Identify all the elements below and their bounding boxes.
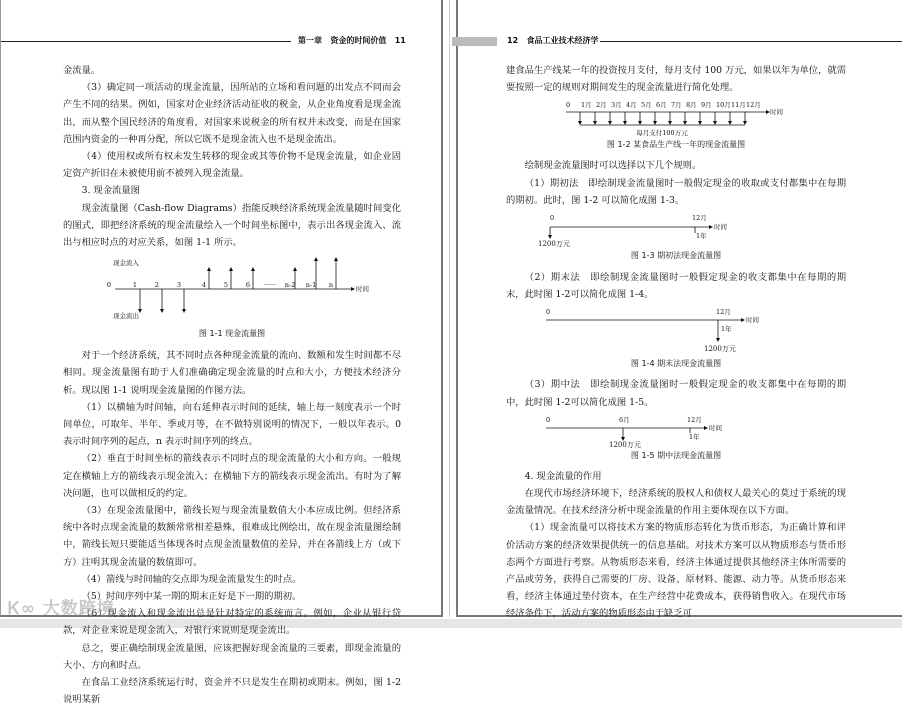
tick-label: 8月 <box>686 101 697 110</box>
running-header <box>507 35 599 47</box>
tick-label: 1 <box>132 281 138 290</box>
tick-label: 12月 <box>746 101 761 110</box>
chapter-label: 第一章 <box>298 36 322 45</box>
outflow-label: 现金流出 <box>113 312 139 321</box>
tick-label: n <box>328 281 334 290</box>
tick-label: 2月 <box>596 101 607 110</box>
paragraph: 对于一个经济系统，其不同时点各种现金流量的流向、数额和发生时间都不尽相同。现金流量图有助于人们准确确定现金流量的时点和大小，方便技术经济分析。现以图 1-1 说明现金流量图的作图方法。 <box>63 350 401 396</box>
mid-period-diagram <box>506 411 846 449</box>
tick-label: 12月 <box>692 214 707 223</box>
figure-caption: 图 1-2 某食品生产线一年的现金流量图 <box>606 140 746 150</box>
paragraph: （5）时间序列中某一期的期末正好是下一期的期初。 <box>81 591 302 603</box>
axis-label: 时间 <box>770 108 783 117</box>
tick-label: 0 <box>546 308 551 317</box>
tick-label: 0 <box>546 415 551 424</box>
tick-label: 1月 <box>581 101 592 110</box>
header-tab-bar <box>452 37 497 46</box>
paragraph: （1）以横轴为时间轴，向右延伸表示时间的延续，轴上每一刻度表示一个时间单位，可取年、半年、季或月等，在不做特别说明的情况下，一般以年表示。0 表示时间序列的起点，n 表示时间序列的终点。 <box>63 401 401 448</box>
beginning-of-period-diagram <box>506 209 846 249</box>
paragraph: （4）使用权或所有权未发生转移的现金或其等价物不是现金流量，如企业固定资产折旧在未被使用前不被列入现金流量。 <box>63 151 401 180</box>
paragraph: （6）现金流入和现金流出总是针对特定的系统而言。例如，企业从银行贷款，对企业来说是现金流入，对银行来说则是现金流出。 <box>63 608 401 637</box>
header-rule <box>1 41 291 42</box>
chapter-title: 资金的时间价值 <box>330 36 387 45</box>
paragraph: （2）垂直于时间坐标的箭线表示不同时点的现金流量的大小和方向。一般规定在横轴上方的箭线表示现金流入；在横轴下方的箭线表示现金流出。有时为了解决问题，也可以做相反的约定。 <box>63 453 401 499</box>
tick-label: 3月 <box>611 101 622 110</box>
axis-label: 时间 <box>709 423 722 432</box>
tick-label: n-2 <box>284 281 296 290</box>
figure-caption: 图 1-4 期末法现金流量图 <box>630 359 722 369</box>
end-of-period-diagram <box>506 303 846 357</box>
tick-label: 4 <box>201 281 207 290</box>
right-body <box>506 62 846 623</box>
paragraph: （3）期中法 即绘制现金流量图时一般假定现金的收支都集中在每期的期中，此时图 1-2可以简化成图 1-5。 <box>506 379 846 408</box>
year-label: 1年 <box>689 432 700 441</box>
paragraph: （1）现金流量可以将技术方案的物质形态转化为货币形态，为正确计算和评价活动方案的经济效果提供统一的信息基础。对技术方案可以从物质形态与货币形态两个方面进行考察。从物质形态来看，经济主体通过提供其他经济主体所需要的产品或劳务，获得自己需要的厂房、设备、原材料、能源、动力等。从货币形态来看，经济主体通过垫付资本，在生产经营中花费成本，获得销售收入。在现代市场经济条件下，活动方案的物质形态由于缺乏可 <box>506 522 846 620</box>
monthly-cash-flow-diagram <box>506 96 846 138</box>
left-page <box>0 0 443 706</box>
tick-label: 10月 <box>716 101 731 110</box>
tick-label: 5月 <box>641 101 652 110</box>
tick-label: 0 <box>106 281 112 290</box>
cash-flow-diagram <box>63 251 401 327</box>
page-number: 11 <box>394 36 406 45</box>
running-header <box>298 35 406 47</box>
figure-1-5 <box>506 411 846 449</box>
tick-label: 12月 <box>687 415 702 424</box>
amount-label: 1200万元 <box>704 345 736 354</box>
paragraph: （3）确定同一项活动的现金流量，因所站的立场和看问题的出发点不同而会产生不同的结果。例如，国家对企业经济活动征收的税金，从企业角度看是现金流出，而从整个国民经济的角度看，对国家来说税金的所有权并未改变，而是在国家范围内资金的一种再分配，所以它既不是现金流入也不是现金流出。 <box>63 82 401 145</box>
figure-1-4 <box>506 303 846 357</box>
page-number: 12 <box>507 36 519 45</box>
tick-label: 11月 <box>731 101 746 110</box>
paragraph: 现金流量图（Cash-flow Diagrams）指能反映经济系统现金流量随时间变化的图式，即把经济系统的现金流量绘入一个时间坐标图中，表示出各现金流入、流出与相应时点的对应关系，如图 1-1 所示。 <box>63 202 401 249</box>
figure-caption: 图 1-5 期中法现金流量图 <box>630 450 722 460</box>
paragraph: 在现代市场经济环境下，经济系统的股权人和债权人最关心的莫过于系统的现金流量情况。在技术经济分析中现金流量的作用主要体现在以下方面。 <box>506 488 846 517</box>
figure-caption: 图 1-1 现金流量图 <box>198 329 266 339</box>
paragraph: （3）在现金流量图中，箭线长短与现金流量数值大小本应成比例。但经济系统中各时点现金流量的数额常常相差悬殊，很难成比例绘出，故在现金流量图绘制中，箭线长短只要能适当体现各时点现金流量数值的差异，并在各箭线上方（或下方）注明其现金流量的数值即可。 <box>63 505 401 568</box>
tick-label: 6 <box>245 281 251 290</box>
inflow-label: 现金流入 <box>113 259 139 268</box>
paragraph: 总之，要正确绘制现金流量图，应该把握好现金流量的三要素，即现金流量的大小、方向和时点。 <box>63 642 401 671</box>
payment-label: 每月支付100万元 <box>636 129 688 138</box>
tick-label: 4月 <box>626 101 637 110</box>
figure-1-1 <box>63 251 401 327</box>
tick-label: 9月 <box>701 101 712 110</box>
book-title: 食品工业技术经济学 <box>526 36 599 45</box>
tick-label: 5 <box>223 281 229 290</box>
axis-label: 时间 <box>356 285 369 294</box>
tick-label: 0 <box>550 214 555 223</box>
tick-label: 6月 <box>656 101 667 110</box>
paragraph: 绘制现金流量图时可以选择以下几个规则。 <box>524 160 702 172</box>
page-gutter <box>449 0 450 617</box>
tick-label: 2 <box>154 281 160 290</box>
amount-label: 1200万元 <box>609 440 641 449</box>
paragraph: 在食品工业经济系统运行时，资金并不只是发生在期初或期末。例如，图 1-2 说明某新 <box>63 677 401 706</box>
tick-label: n-1 <box>305 281 317 290</box>
year-label: 1年 <box>696 232 707 241</box>
section-heading: 4. 现金流量的作用 <box>524 470 602 482</box>
paragraph: 金流量。 <box>63 65 101 76</box>
axis-label: 时间 <box>746 316 759 325</box>
figure-1-2 <box>506 96 846 138</box>
section-heading: 3. 现金流量图 <box>81 185 140 197</box>
tick-label: 7月 <box>671 101 682 110</box>
tick-label: 3 <box>176 281 182 290</box>
tick-label: 12月 <box>716 308 731 317</box>
figure-caption: 图 1-3 期初法现金流量图 <box>630 251 722 261</box>
header-rule <box>600 41 902 42</box>
tick-label: ······ <box>263 281 277 290</box>
paragraph: （1）期初法 即绘制现金流量图时一般假定现金的收取或支付都集中在每期的期初。此时，图 1-2 可以简化成图 1-3。 <box>506 177 846 206</box>
right-page <box>456 0 902 620</box>
watermark-logo: Ꮶ∞ 大数跨境 <box>8 599 115 619</box>
figure-1-3 <box>506 209 846 249</box>
axis-label: 时间 <box>714 223 727 232</box>
paragraph: 建食品生产线某一年的投资按月支付，每月支付 100 万元，如果以年为单位，就需要按照一定的规则对期间发生的现金流量进行简化处理。 <box>506 65 846 94</box>
year-label: 1年 <box>721 325 732 334</box>
tick-label: 6月 <box>619 415 630 424</box>
amount-label: 1200万元 <box>538 240 570 249</box>
paragraph: （2）期末法 即绘制现金流量图时一般假定现金的收支都集中在每期的期末，此时图 1-2可以简化成图 1-4。 <box>506 272 846 301</box>
tick-label: 0 <box>566 101 571 110</box>
paragraph: （4）箭线与时间轴的交点即为现金流量发生的时点。 <box>81 573 302 585</box>
